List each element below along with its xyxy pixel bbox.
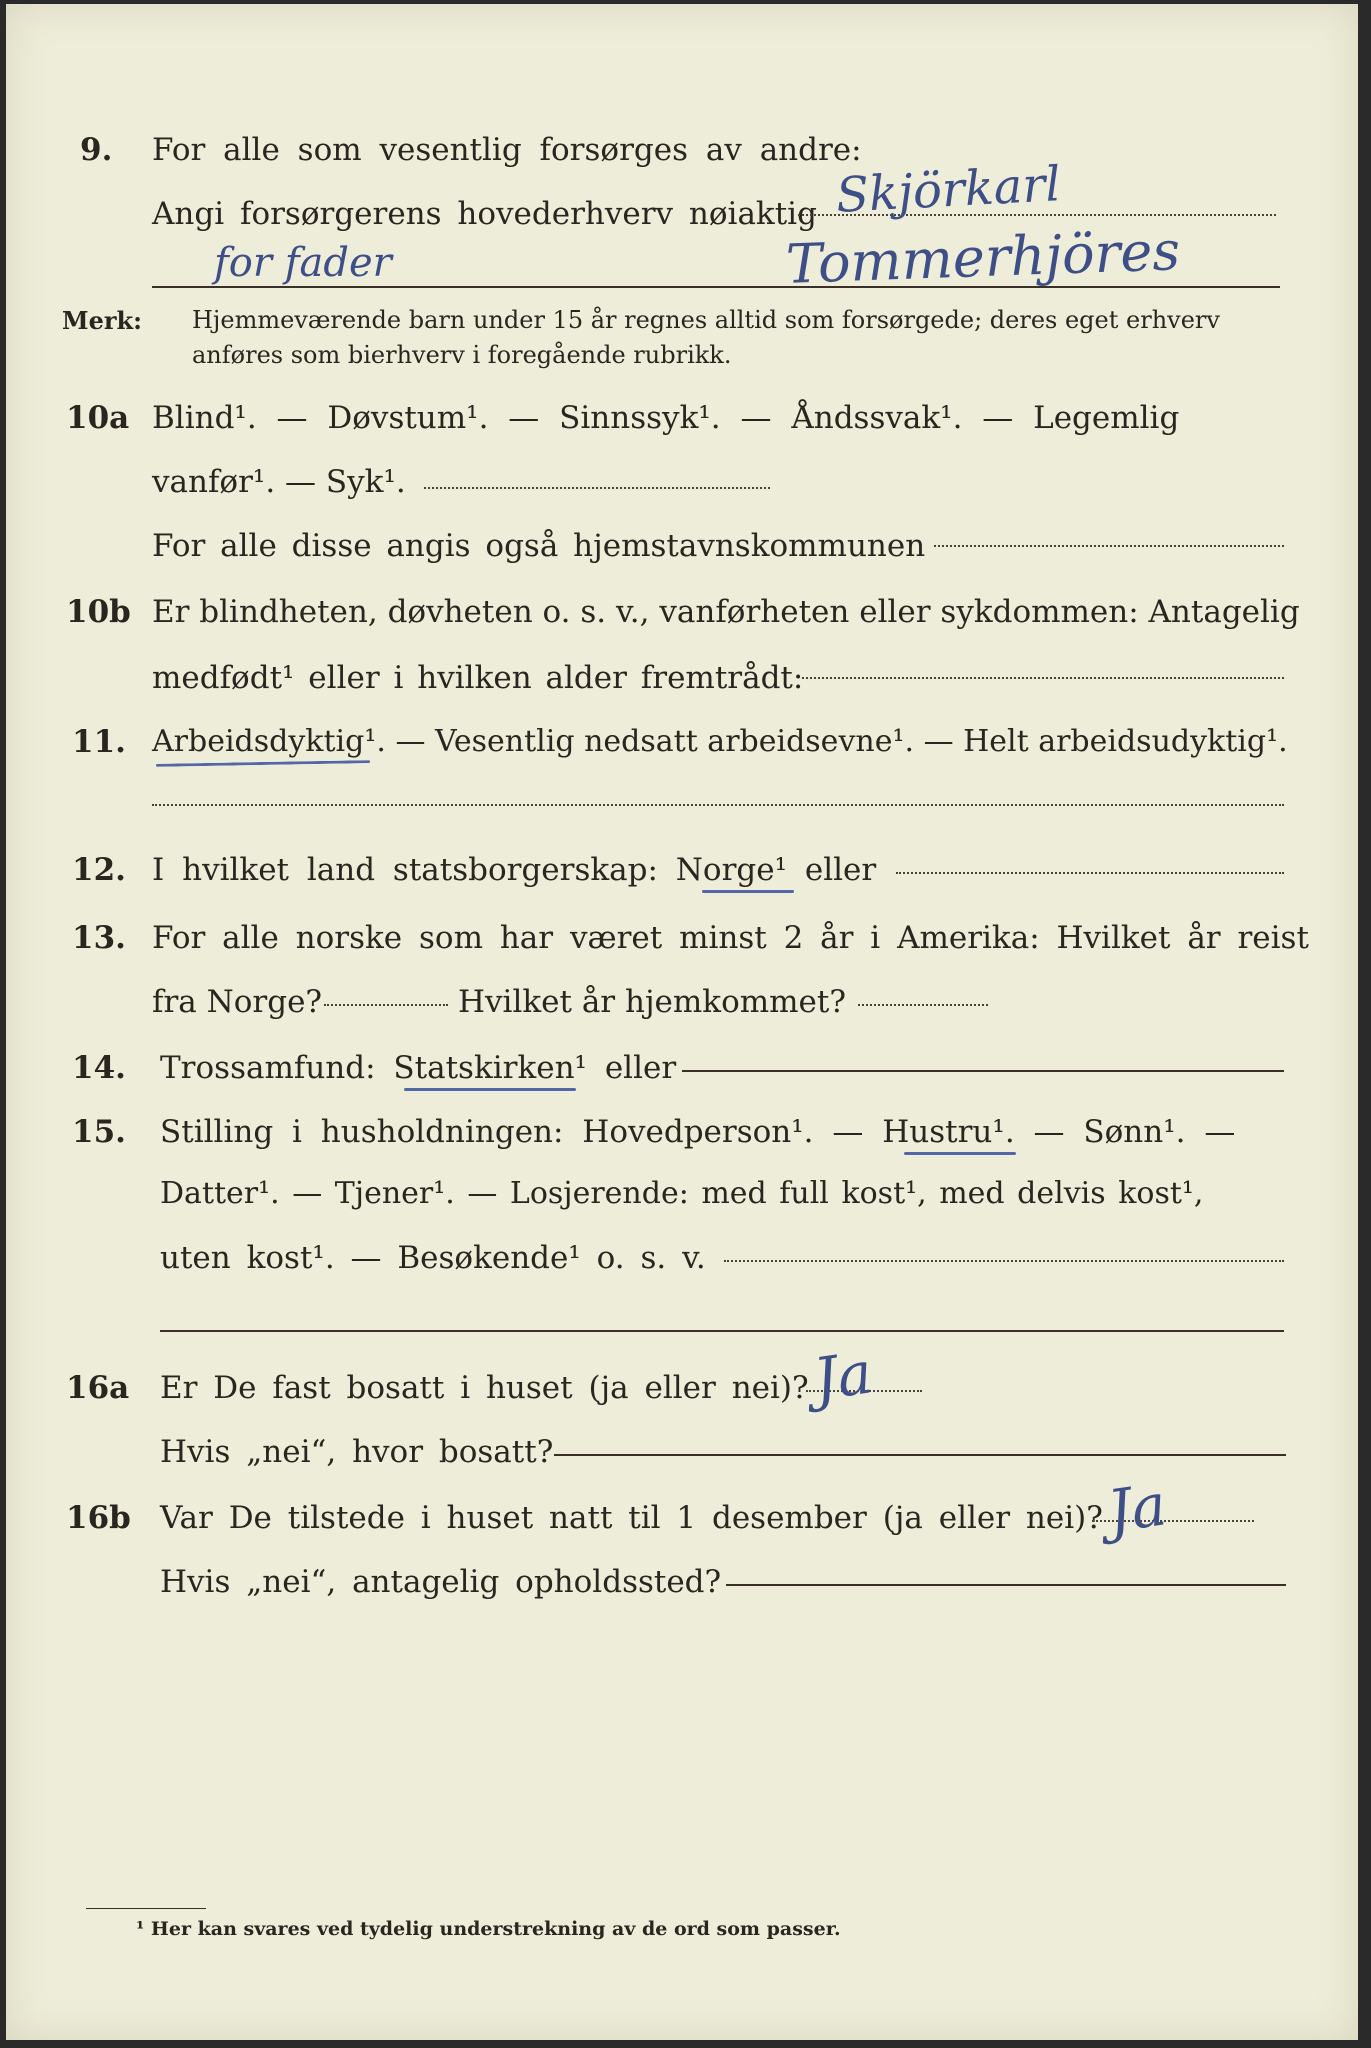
q13-number: 13. (72, 920, 126, 956)
q16a-line2: Hvis „nei“, hvor bosatt? (160, 1434, 554, 1470)
q14-underline-statskirken (404, 1088, 576, 1091)
q10b-line1: Er blindheten, døvheten o. s. v., vanførheten eller sykdommen: Antagelig (152, 594, 1300, 630)
q13-dotted-line-2 (858, 1004, 988, 1006)
q15-line2: Datter¹. — Tjener¹. — Losjerende: med full kost¹, med delvis kost¹, (160, 1176, 1204, 1211)
q14-answer-line (682, 1070, 1284, 1072)
q10a-line2: vanfør¹. — Syk¹. (152, 464, 406, 500)
merk-line1: Hjemmeværende barn under 15 år regnes alltid som forsørgede; deres eget erhverv (192, 306, 1220, 334)
q9-number: 9. (80, 132, 113, 168)
q11-number: 11. (72, 724, 126, 760)
q9-handwriting-trade: Tommerhjöres (785, 219, 1182, 296)
q10a-line3: For alle disse angis også hjemstavnskommunen (152, 528, 926, 564)
q12-line1: I hvilket land statsborgerskap: Norge¹ eller (152, 852, 877, 888)
q16a-answer-line (554, 1454, 1286, 1456)
q11-line1: Arbeidsdyktig¹. — Vesentlig nedsatt arbeidsevne¹. — Helt arbeidsudyktig¹. (152, 724, 1288, 759)
q13-line2a: fra Norge? (152, 984, 323, 1020)
q10a-dotted-line-1 (424, 487, 770, 489)
q9-line1: For alle som vesentlig forsørges av andre: (152, 132, 862, 168)
q10a-dotted-line-2 (934, 545, 1284, 547)
q16b-line2: Hvis „nei“, antagelig opholdssted? (160, 1564, 722, 1600)
q10a-number: 10a (66, 400, 130, 436)
q10a-line1: Blind¹. — Døvstum¹. — Sinnssyk¹. — Åndssvak¹. — Legemlig (152, 400, 1180, 436)
merk-label: Merk: (62, 306, 142, 335)
q16b-number: 16b (66, 1500, 131, 1536)
q15-dotted-line (724, 1260, 1284, 1262)
merk-line2: anføres som bierhverv i foregående rubrikk. (192, 341, 732, 369)
q13-line2b: Hvilket år hjemkommet? (458, 984, 846, 1020)
q16b-answer-line (726, 1584, 1286, 1586)
q10b-number: 10b (66, 594, 131, 630)
q15-underline-hustru (904, 1152, 1016, 1155)
q12-dotted-line (896, 872, 1284, 874)
q14-number: 14. (72, 1050, 126, 1086)
q9-line2: Angi forsørgerens hovederhverv nøiaktig (152, 196, 817, 232)
census-form-page (6, 4, 1358, 2040)
q16a-number: 16a (66, 1370, 130, 1406)
q13-dotted-line-1 (324, 1004, 448, 1006)
q11-underline-arbeidsdyktig (156, 760, 370, 767)
footnote-separator (86, 1908, 206, 1909)
q16a-handwriting-answer: Ja (809, 1338, 877, 1414)
q10b-dotted-line (802, 677, 1284, 679)
q16b-line1: Var De tilstede i huset natt til 1 desember (ja eller nei)? (160, 1500, 1103, 1536)
q15-answer-line (160, 1330, 1284, 1332)
q16a-line1: Er De fast bosatt i huset (ja eller nei)? (160, 1370, 809, 1406)
q14-line1: Trossamfund: Statskirken¹ eller (160, 1050, 677, 1086)
q15-line1: Stilling i husholdningen: Hovedperson¹. — Hustru¹. — Sønn¹. — (160, 1114, 1236, 1150)
q12-underline-norge (702, 890, 794, 893)
q9-handwriting-relation: for fader (214, 240, 392, 286)
q12-number: 12. (72, 852, 126, 888)
q16b-handwriting-answer: Ja (1103, 1470, 1171, 1546)
q11-dotted-line (152, 804, 1284, 806)
q15-line3: uten kost¹. — Besøkende¹ o. s. v. (160, 1240, 706, 1276)
q15-number: 15. (72, 1114, 126, 1150)
footnote: ¹ Her kan svares ved tydelig understrekning av de ord som passer. (136, 1918, 841, 1940)
q10b-line2: medfødt¹ eller i hvilken alder fremtrådt: (152, 660, 804, 696)
q9-handwriting-occupation: Skjörkarl (834, 156, 1063, 224)
q9-answer-line (152, 286, 1280, 288)
q13-line1: For alle norske som har været minst 2 år i Amerika: Hvilket år reist (152, 920, 1309, 956)
